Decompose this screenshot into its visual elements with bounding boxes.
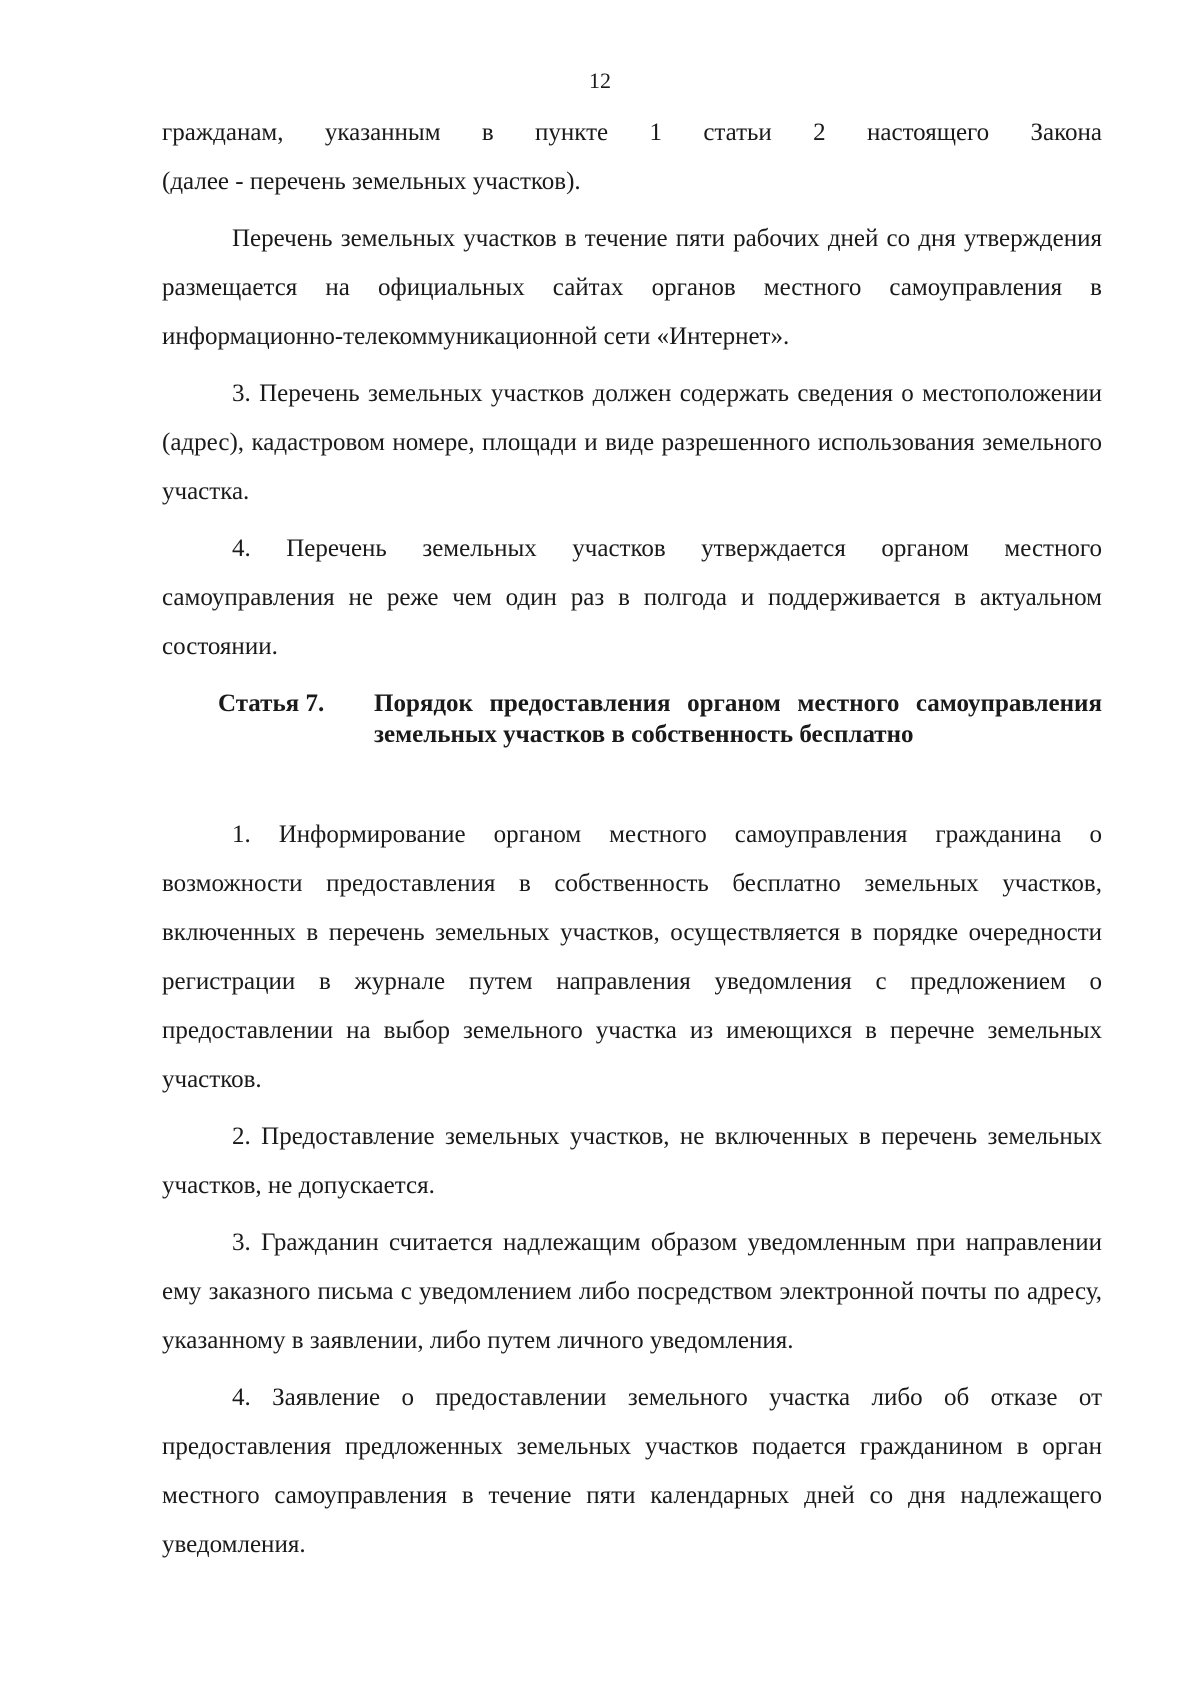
section-block-2 [162, 810, 1102, 1569]
paragraph-4: 4. Перечень земельных участков утверждается органом местного самоуправления не реже чем один раз в полгода и поддерживается в актуальном состоянии. [162, 535, 1102, 660]
list-item: 3. Гражданин считается надлежащим образом уведомленным при направлении ему заказного письма с уведомлением либо посредством электронной почты по адресу, указанному в заявлении, либо путем личного уведомления. [162, 1229, 1102, 1354]
article-number: Статья 7. [218, 690, 325, 717]
list-item: 1. Информирование органом местного самоуправления гражданина о возможности предоставления в собственность бесплатно земельных участков, включенных в перечень земельных участков, осуществляется в порядке очередности регистрации в журнале путем направления уведомления с предложением о предоставлении на выбор земельного участка из имеющихся в перечне земельных участков. [162, 821, 1102, 1093]
paragraph-publish: Перечень земельных участков в течение пяти рабочих дней со дня утверждения размещается на официальных сайтах органов местного самоуправления в информационно-телекоммуникационной сети «Интернет». [162, 225, 1102, 350]
paragraph-3: 3. Перечень земельных участков должен содержать сведения о местоположении (адрес), кадастровом номере, площади и виде разрешенного использования земельного участка. [162, 380, 1102, 505]
continuation-line-1: гражданам, указанным в пункте 1 статьи 2 настоящего Закона [162, 119, 1102, 146]
article-title: Порядок предоставления органом местного самоуправления земельных участков в собственность бесплатно [374, 690, 1102, 748]
list-item: 4. Заявление о предоставлении земельного участка либо об отказе от предоставления предложенных земельных участков подается гражданином в орган местного самоуправления в течение пяти календарных дней со дня надлежащего уведомления. [162, 1384, 1102, 1558]
list-item: 2. Предоставление земельных участков, не включенных в перечень земельных участков, не допускается. [162, 1123, 1102, 1199]
continuation-line-2: (далее - перечень земельных участков). [162, 168, 581, 195]
page-number: 12 [589, 68, 611, 93]
section-block-1 [162, 108, 1102, 671]
